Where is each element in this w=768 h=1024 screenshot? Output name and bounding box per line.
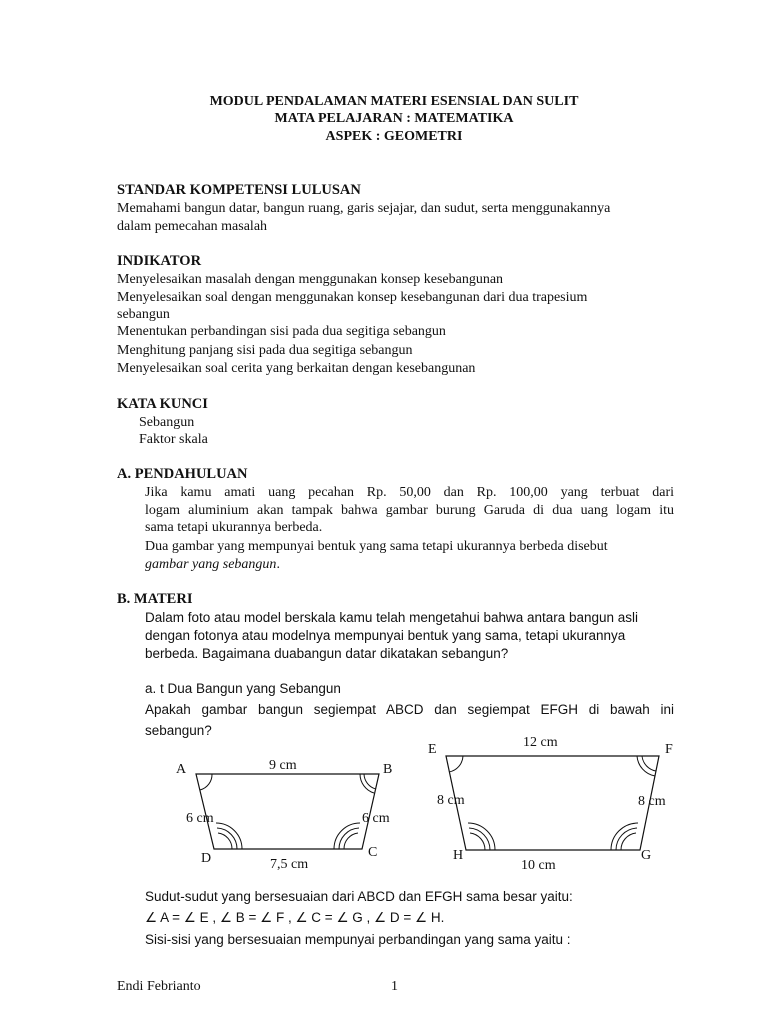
trapezoid-abcd	[176, 758, 392, 872]
page-number: 1	[391, 979, 398, 994]
definition-period: .	[276, 557, 280, 572]
materi-subheading: a. t Dua Bangun yang Sebangun	[145, 681, 341, 696]
vertex-label-h: H	[453, 848, 464, 863]
indikator-item: sebangun	[117, 307, 170, 322]
module-title: MODUL PENDALAMAN MATERI ESENSIAL DAN SULIT	[209, 94, 579, 109]
angle-d-mark	[216, 823, 242, 849]
angle-c-mark	[334, 823, 360, 849]
vertex-label-e: E	[428, 742, 437, 757]
side-label-fg: 8 cm	[638, 794, 666, 809]
skl-text-line: dalam pemecahan masalah	[117, 219, 268, 234]
angle-h-mark	[468, 823, 495, 850]
pendahuluan-line: sama tetapi ukurannya berbeda.	[145, 520, 323, 535]
side-label-bc: 6 cm	[362, 811, 390, 826]
angle-h-mark	[470, 833, 485, 850]
vertex-label-g: G	[641, 848, 652, 863]
angle-f-mark	[642, 756, 656, 771]
pendahuluan-line: Jika kamu amati uang pecahan Rp. 50,00 dan Rp. 100,00 yang terbuat dari	[145, 485, 674, 500]
side-label-eh: 8 cm	[437, 793, 465, 808]
materi-heading: B. MATERI	[117, 591, 193, 607]
definition-term: gambar yang sebangun	[145, 557, 277, 572]
materi-question: sebangun?	[145, 723, 212, 738]
skl-text-line: Memahami bangun datar, bangun ruang, garis sejajar, dan sudut, serta menggunakannya	[117, 201, 611, 216]
angle-g-mark	[621, 833, 636, 850]
materi-line: berbeda. Bagaimana duabangun datar dikatakan sebangun?	[145, 646, 509, 661]
materi-question: Apakah gambar bangun segiempat ABCD dan segiempat EFGH di bawah ini	[145, 702, 674, 717]
indikator-item: Menyelesaikan masalah dengan menggunakan konsep kesebangunan	[117, 272, 504, 287]
skl-heading: STANDAR KOMPETENSI LULUSAN	[117, 182, 361, 198]
vertex-label-a: A	[176, 762, 187, 777]
vertex-label-d: D	[201, 851, 212, 866]
side-label-hg: 10 cm	[521, 858, 556, 873]
angle-b-mark	[364, 774, 376, 789]
side-label-ef: 12 cm	[523, 735, 558, 750]
kata-kunci-heading: KATA KUNCI	[117, 396, 208, 412]
angle-d-mark	[217, 828, 237, 849]
vertex-label-f: F	[665, 742, 673, 757]
trapezoid-abcd-shape	[196, 774, 379, 849]
indikator-item: Menentukan perbandingan sisi pada dua segitiga sebangun	[117, 324, 446, 339]
materi-line: Dalam foto atau model berskala kamu telah mengetahui bahwa antara bangun asli	[145, 610, 639, 625]
angle-g-mark	[611, 823, 638, 850]
indikator-item: Menghitung panjang sisi pada dua segitiga sebangun	[117, 343, 413, 358]
keyword-item: Faktor skala	[139, 432, 208, 447]
angle-d-mark	[218, 833, 232, 849]
footer-author: Endi Febrianto	[117, 979, 201, 994]
indikator-heading: INDIKATOR	[117, 253, 202, 269]
pendahuluan-heading: A. PENDAHULUAN	[117, 466, 248, 482]
aspect-title: ASPEK : GEOMETRI	[325, 129, 463, 144]
subject-title: MATA PELAJARAN : MATEMATIKA	[274, 111, 514, 126]
pendahuluan-line: Dua gambar yang mempunyai bentuk yang sama tetapi ukurannya berbeda disebut	[145, 539, 608, 554]
pendahuluan-line: logam aluminium akan tampak bahwa gambar burung Garuda di dua uang logam itu	[145, 503, 674, 518]
side-label-dc: 7,5 cm	[270, 857, 309, 872]
vertex-label-c: C	[368, 845, 378, 860]
trapezoid-efgh	[428, 735, 673, 873]
side-label-ab: 9 cm	[269, 758, 297, 773]
vertex-label-b: B	[383, 762, 393, 777]
materi-line: dengan fotonya atau modelnya mempunyai bentuk yang sama, tetapi ukurannya	[145, 628, 626, 643]
side-label-ad: 6 cm	[186, 811, 214, 826]
angle-c-mark	[344, 833, 358, 849]
angle-a-mark	[200, 774, 212, 790]
indikator-item: Menyelesaikan soal dengan menggunakan konsep kesebangunan dari dua trapesium	[117, 290, 588, 305]
angle-e-mark	[449, 756, 463, 772]
angle-c-mark	[339, 828, 359, 849]
angle-equalities: ∠ A = ∠ E , ∠ B = ∠ F , ∠ C = ∠ G , ∠ D = ∠ H.	[145, 910, 445, 925]
conclusion-line: Sisi-sisi yang bersesuaian mempunyai perbandingan yang sama yaitu :	[145, 932, 571, 947]
conclusion-line: Sudut-sudut yang bersesuaian dari ABCD dan EFGH sama besar yaitu:	[145, 889, 573, 904]
keyword-item: Sebangun	[139, 415, 195, 430]
indikator-item: Menyelesaikan soal cerita yang berkaitan dengan kesebangunan	[117, 361, 476, 376]
